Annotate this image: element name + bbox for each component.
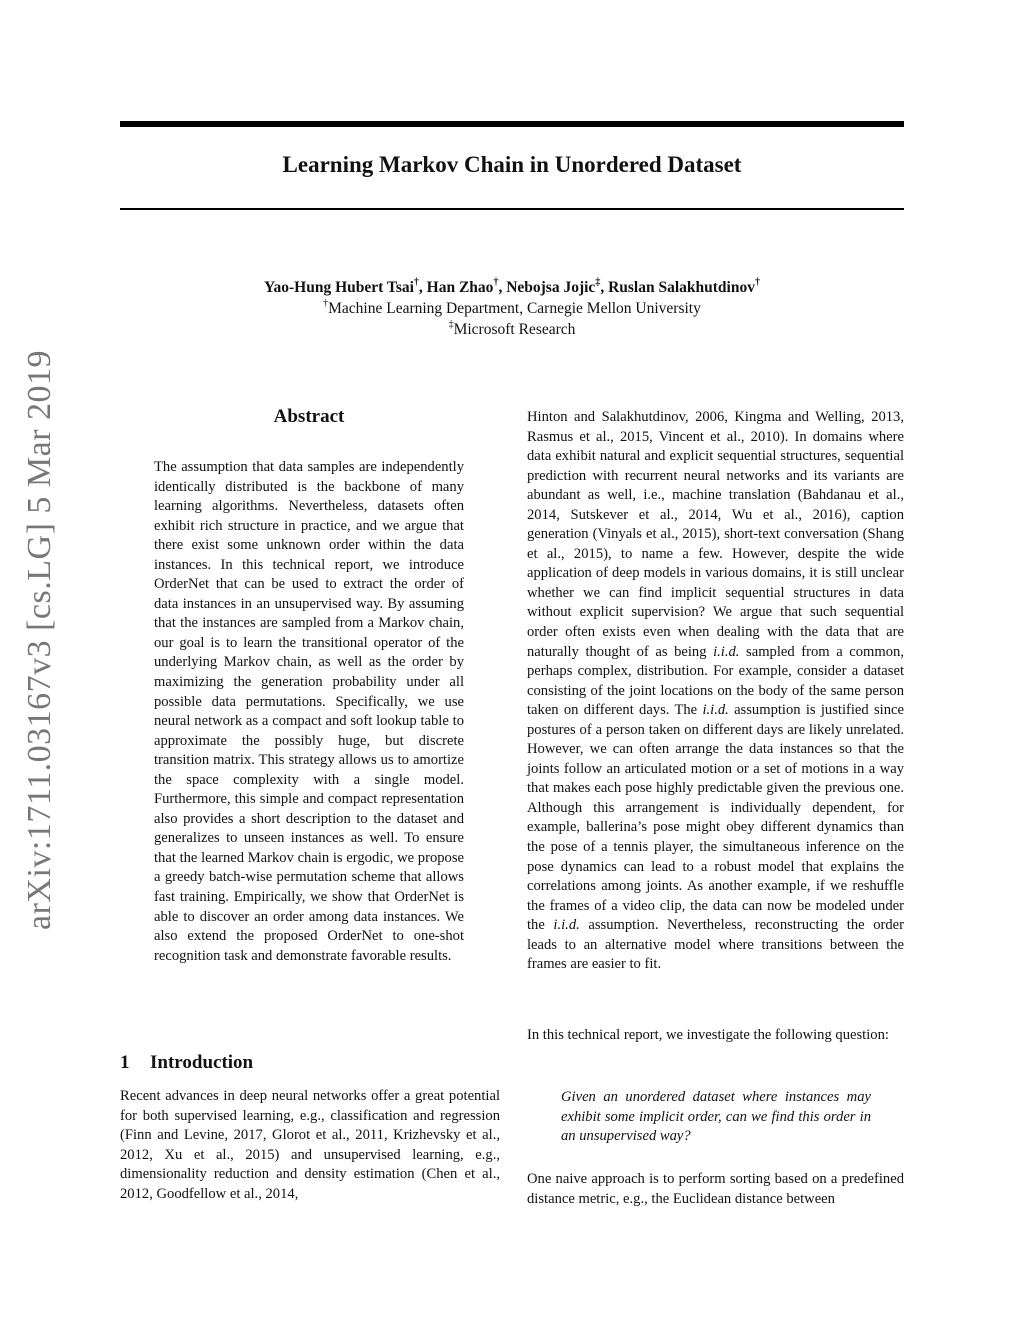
math-iid: i.i.d. [713, 643, 740, 660]
title-rule [120, 208, 904, 210]
author-mark: † [493, 277, 499, 288]
math-iid: i.i.d. [553, 917, 580, 934]
author-name: Ruslan Salakhutdinov [608, 279, 755, 296]
abstract-heading: Abstract [273, 406, 345, 427]
section-heading [120, 1050, 500, 1076]
affiliation [120, 319, 904, 340]
affiliation-name: Microsoft Research [453, 321, 576, 338]
top-rule [120, 121, 904, 127]
author-mark: † [754, 277, 760, 288]
author-mark: ‡ [595, 277, 601, 288]
abstract-text: The assumption that data samples are independently identically distributed is the backbone of many learning algorithms. Nevertheless, datasets often exhibit rich structure in practice, and we argue that there exist some unknown order within the data instances. In this technical report, we introduce OrderNet that can be used to extract the order of data instances in an unsupervised way. By assuming that the instances are sampled from a Markov chain, our goal is to learn the transitional operator of the underlying Markov chain, as well as the order by maximizing the generation probability under all possible data permutations. Specifically, we use neural network as a compact and soft lookup table to approximate the possibly huge, but discrete transition matrix. This strategy allows us to amortize the space complexity with a single model. Furthermore, this simple and compact representation also provides a short description to the dataset and generalizes to unseen instances as well. To ensure that the learned Markov chain is ergodic, we propose a greedy batch-wise permutation scheme that allows fast training. Empirically, we show that OrderNet is able to discover an order among data instances. We also extend the proposed OrderNet to one-shot recognition task and demonstrate favorable results. [154, 459, 464, 964]
text-run: sampled from a common, perhaps complex, distribution. For example, consider a dataset consisting of the joint locations on the body of the same person taken on different days. The [527, 643, 904, 719]
affiliation [120, 298, 904, 319]
text-run: assumption. Nevertheless, reconstructing the order leads to an alternative model where transitions between the frames are easier to fit. [527, 917, 904, 973]
intro-paragraph-1-continued [527, 408, 904, 975]
author-mark: † [413, 277, 419, 288]
affiliation-name: Machine Learning Department, Carnegie Mellon University [328, 300, 701, 317]
intro-paragraph-1: Recent advances in deep neural networks offer a great potential for both supervised learning, e.g., classification and regression (Finn and Levine, 2017, Glorot et al., 2011, Krizhevsky et al., 2012, Xu et al., 2015) and unsupervised learning, e.g., dimensionality reduction and density estimation (Chen et al., 2012, Goodfellow et al., 2014, [120, 1088, 500, 1202]
affiliation-mark: † [323, 298, 329, 309]
arxiv-sidebar-stamp: arXiv:1711.03167v3 [cs.LG] 5 Mar 2019 [21, 349, 58, 930]
research-question: Given an unordered dataset where instances may exhibit some implicit order, can we find this order in an unsupervised way? [561, 1089, 871, 1145]
paper-title: Learning Markov Chain in Unordered Dataset [282, 152, 742, 177]
math-iid: i.i.d. [702, 702, 729, 719]
author-name: Yao-Hung Hubert Tsai [264, 279, 414, 296]
author-list: Yao-Hung Hubert Tsai†, Han Zhao†, Nebojsa Jojic‡, Ruslan Salakhutdinov† [264, 277, 760, 296]
affiliation-mark: ‡ [448, 319, 454, 330]
intro-paragraph-3: One naive approach is to perform sorting based on a predefined distance metric, e.g., the Euclidean distance between [527, 1171, 904, 1207]
author-name: Nebojsa Jojic [506, 279, 596, 296]
section-heading-text: Introduction [150, 1052, 254, 1073]
text-run: assumption is justified since postures of a person taken on different days are likely unrelated. However, we can often arrange the data instances so that the joints follow an articulated motion or a set of motions in a way that makes each pose highly predictable given the previous one. Although this arrangement is individually dependent, for example, ballerina’s pose might obey different dynamics than the pose of a tennis player, the simultaneous inference on the pose dynamics can lead to a robust model that explains the correlations among joints. As another example, if we reshuffle the frames of a video clip, the data can now be modeled under the [527, 702, 904, 934]
author-name: Han Zhao [426, 279, 494, 296]
author-block [120, 277, 904, 340]
text-run: Hinton and Salakhutdinov, 2006, Kingma and Welling, 2013, Rasmus et al., 2015, Vincent et al., 2010). In domains where data exhibit natural and explicit sequential structures, sequential prediction with recurrent neural networks and its variants are abundant as well, i.e., machine translation (Bahdanau et al., 2014, Sutskever et al., 2014, Wu et al., 2016), caption generation (Vinyals et al., 2015), short-text conversation (Shang et al., 2015), to name a few. However, despite the wide application of deep models in various domains, it is still unclear whether we can find implicit sequential structures in data without explicit supervision? We argue that such sequential order often exists even when dealing with the data that are naturally thought of as being [527, 409, 904, 660]
intro-paragraph-2: In this technical report, we investigate the following question: [527, 1027, 889, 1043]
section-number: 1 [120, 1052, 130, 1073]
